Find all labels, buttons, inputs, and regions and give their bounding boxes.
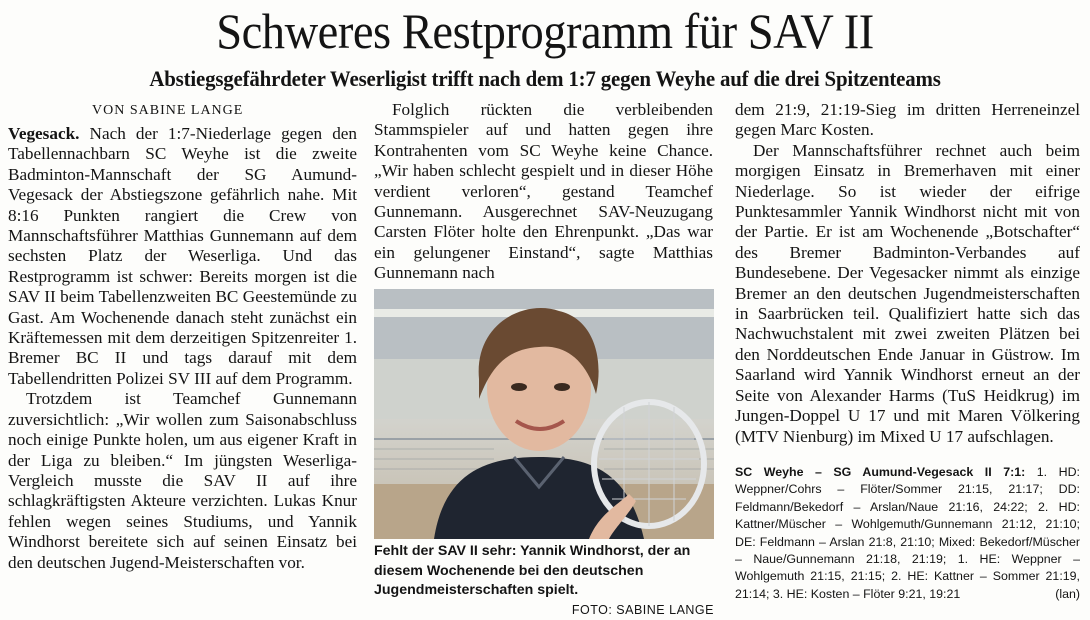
player-photo	[374, 289, 714, 539]
paragraph	[8, 124, 357, 389]
results-body: 1. HD: Weppner/Cohrs – Flöter/Sommer 21:15, 21:17; DD: Feldmann/Bekedorf – Arslan/Naue 21:16, 24:22; 2. HD: Kattner/Müscher – Wohlgemuth/Gunnemann 21:12, 21:10; DE: Feldmann – Arslan 21:8, 21:10; Mixed: Bekedorf/Müscher – Naue/Gunnemann 21:18, 21:19; 1. HE: Weppner – Wohlgemuth 21:15, 21:15; 2. HE: Kattner – Sommer 21:19, 21:14; 3. HE: Kosten – Flöter 9:21, 19:21	[735, 465, 1080, 601]
results-heading: SC Weyhe – SG Aumund-Vegesack II 7:1:	[735, 465, 1026, 479]
headline: Schweres Restprogramm für SAV II	[216, 3, 874, 59]
match-results-box	[735, 464, 1080, 603]
paragraph-text: Nach der 1:7-Niederlage gegen den Tabellennachbarn SC Weyhe ist die zweite Badminton-Mannschaft der SG Aumund-Vegesack der Abstiegszone gefährlich nahe. Mit 8:16 Punkten rangiert die Crew von Mannschaftsführer Matthias Gunnemann auf dem sechsten Platz der Weserliga. Und das Restprogramm ist schwer: Bereits morgen ist die SAV II beim Tabellenzweiten BC Geestemünde zu Gast. Am Wochenende danach steht zunächst ein Kräftemessen mit dem derzeitigen Spitzenreiter 1. Bremer BC II und tags darauf mit dem Tabellendritten Polizei SV III auf dem Programm.	[8, 124, 358, 388]
byline: VON SABINE LANGE	[92, 103, 244, 118]
subheadline: Abstiegsgefährdeter Weserligist trifft nach dem 1:7 gegen Weyhe auf die drei Spitzenteams	[149, 66, 941, 91]
article-column-1	[8, 100, 357, 573]
article-column-2	[374, 100, 713, 284]
paragraph: Der Mannschaftsführer rechnet auch beim morgigen Einsatz in Bremerhaven mit einer Niederlage. So ist wieder der eifrige Punktesammler Yannik Windhorst nicht mit von der Partie. Er ist am Wochenende „Botschafter“ des Bremer Badminton-Verbandes auf Bundesebene. Der Vegesacker nimmt als einzige Bremer an den deutschen Jugendmeisterschaften in Saarbrücken teil. Qualifiziert hatte sich das Nachwuchstalent mit zwei zweiten Plätzen bei den Norddeutschen Ende Januar in Güstrow. Im Saarland wird Yannik Windhorst erneut an der Seite von Alexander Harms (TuS Heidkrug) im Jungen-Doppel U 17 und mit Maren Völkering (MTV Nienburg) im Mixed U 17 aufschlagen.	[735, 140, 1080, 446]
photo-illustration	[374, 289, 714, 539]
photo-credit: FOTO: SABINE LANGE	[571, 602, 714, 617]
paragraph: Folglich rückten die verbleibenden Stammspieler auf und hatten gegen ihre Kontrahenten vom SC Weyhe keine Chance. „Wir haben schlecht gespielt und in dieser Höhe verdient verloren“, gestand Teamchef Gunnemann. Ausgerechnet SAV-Neuzugang Carsten Flöter holte den Ehrenpunkt. „Das war ein gelungener Einstand“, sagte Matthias Gunnemann nach	[374, 100, 713, 283]
paragraph: dem 21:9, 21:19-Sieg im dritten Herreneinzel gegen Marc Kosten.	[735, 100, 1080, 140]
dateline: Vegesack.	[8, 124, 80, 143]
author-initials: (lan)	[1055, 586, 1080, 601]
caption-text: Fehlt der SAV II sehr: Yannik Windhorst, der an diesem Wochenende bei den deutschen Jugendmeisterschaften spielt.	[374, 543, 691, 599]
article-column-3	[735, 100, 1080, 447]
paragraph: Trotzdem ist Teamchef Gunnemann zuversichtlich: „Wir wollen zum Saisonabschluss noch einige Punkte holen, um aus eigener Kraft in der Liga zu bleiben.“ Im jüngsten Weserliga-Vergleich musste die SAV II auf ihre schlagkräftigsten Akteure verzichten. Lukas Knur fehlen wegen seines Studiums, und Yannik Windhorst bereitete sich auf seinen Einsatz bei den deutschen Jugend-Meisterschaften vor.	[8, 389, 357, 572]
photo-caption	[374, 542, 714, 620]
